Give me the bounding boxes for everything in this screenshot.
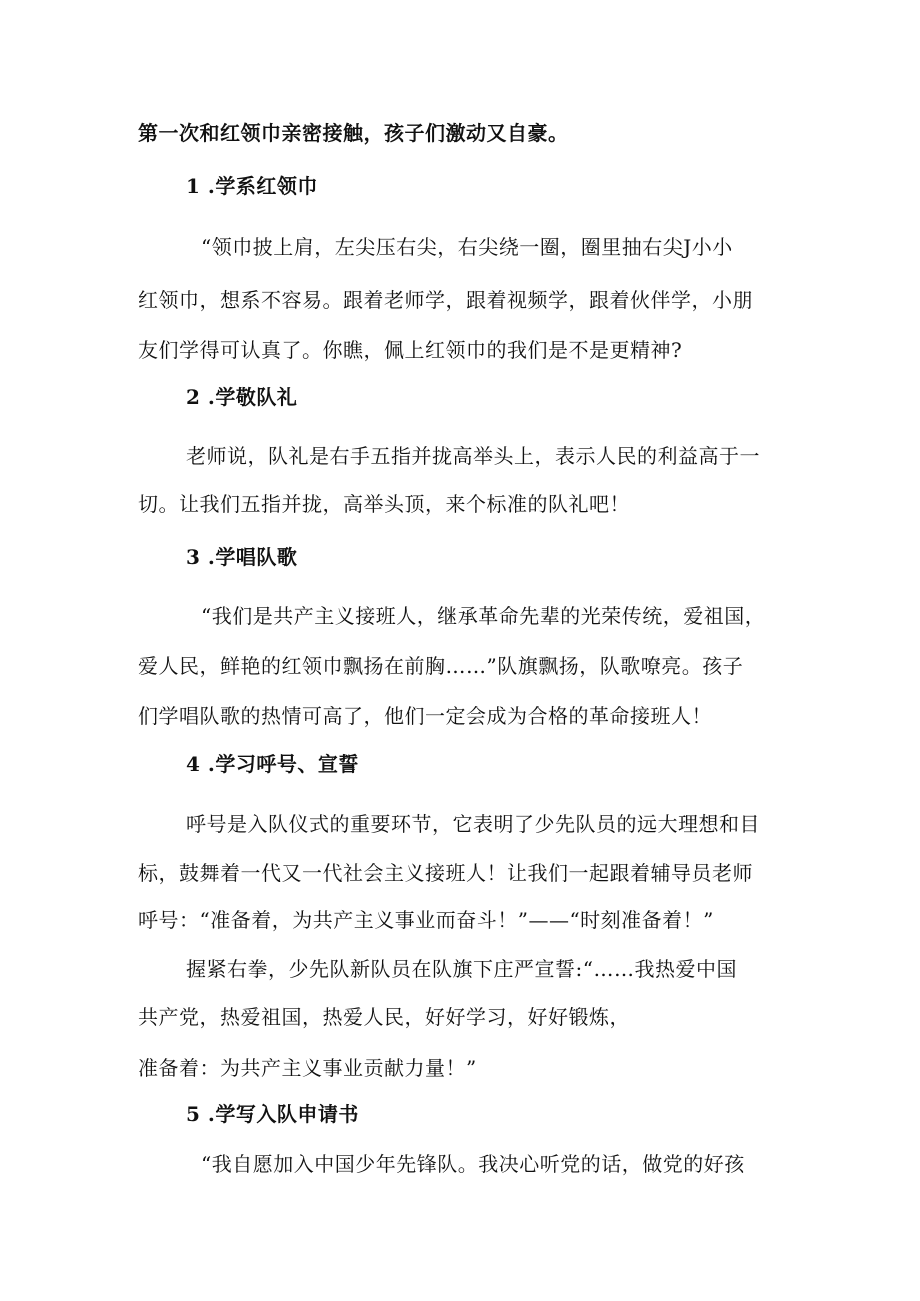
section-1-line-1: “领巾披上肩，左尖压右尖，右尖绕一圈，圈里抽右尖J小小: [201, 235, 733, 259]
section-4-heading: 4 .学习呼号、宣誓: [186, 752, 359, 776]
section-2-heading: 2 .学敬队礼: [186, 385, 298, 409]
intro-paragraph: 第一次和红领巾亲密接触，孩子们激动又自豪。: [138, 121, 569, 145]
section-4-line-5: 共产党，热爱祖国，热爱人民，好好学习，好好锻炼，: [138, 1005, 630, 1029]
section-5-heading: 5 .学写入队申请书: [186, 1102, 359, 1126]
section-4-line-6: 准备着：为共产主义事业贡献力量！”: [138, 1056, 477, 1080]
section-3-line-2: 爱人民，鲜艳的红领巾飘扬在前胸……”队旗飘扬，队歌嘹亮。孩子: [138, 654, 744, 678]
section-2-line-2: 切。让我们五指并拢，高举头顶，来个标准的队礼吧！: [138, 492, 630, 516]
section-1-line-2: 红领巾，想系不容易。跟着老师学，跟着视频学，跟着伙伴学，小朋: [138, 288, 753, 312]
section-3-heading: 3 .学唱队歌: [186, 545, 298, 569]
section-5-line-1: “我自愿加入中国少年先锋队。我决心听党的话，做党的好孩: [201, 1152, 745, 1176]
section-4-line-3: 呼号：“准备着，为共产主义事业而奋斗！”——“时刻准备着！”: [138, 908, 714, 932]
section-4-line-1: 呼号是入队仪式的重要环节，它表明了少先队员的远大理想和目: [186, 812, 760, 836]
section-2-line-1: 老师说，队礼是右手五指并拢高举头上，表示人民的利益高于一: [186, 444, 760, 468]
section-3-line-1: “我们是共产主义接班人，继承革命先辈的光荣传统，爱祖国，: [201, 604, 766, 628]
section-4-line-2: 标，鼓舞着一代又一代社会主义接班人！让我们一起跟着辅导员老师: [138, 861, 753, 885]
section-1-line-3: 友们学得可认真了。你瞧，佩上红领巾的我们是不是更精神?: [138, 338, 683, 362]
section-4-line-4: 握紧右拳，少先队新队员在队旗下庄严宣誓:“……我热爱中国: [186, 957, 737, 981]
section-3-line-3: 们学唱队歌的热情可高了，他们一定会成为合格的革命接班人！: [138, 704, 712, 728]
section-1-heading: 1 .学系红领巾: [186, 174, 318, 198]
